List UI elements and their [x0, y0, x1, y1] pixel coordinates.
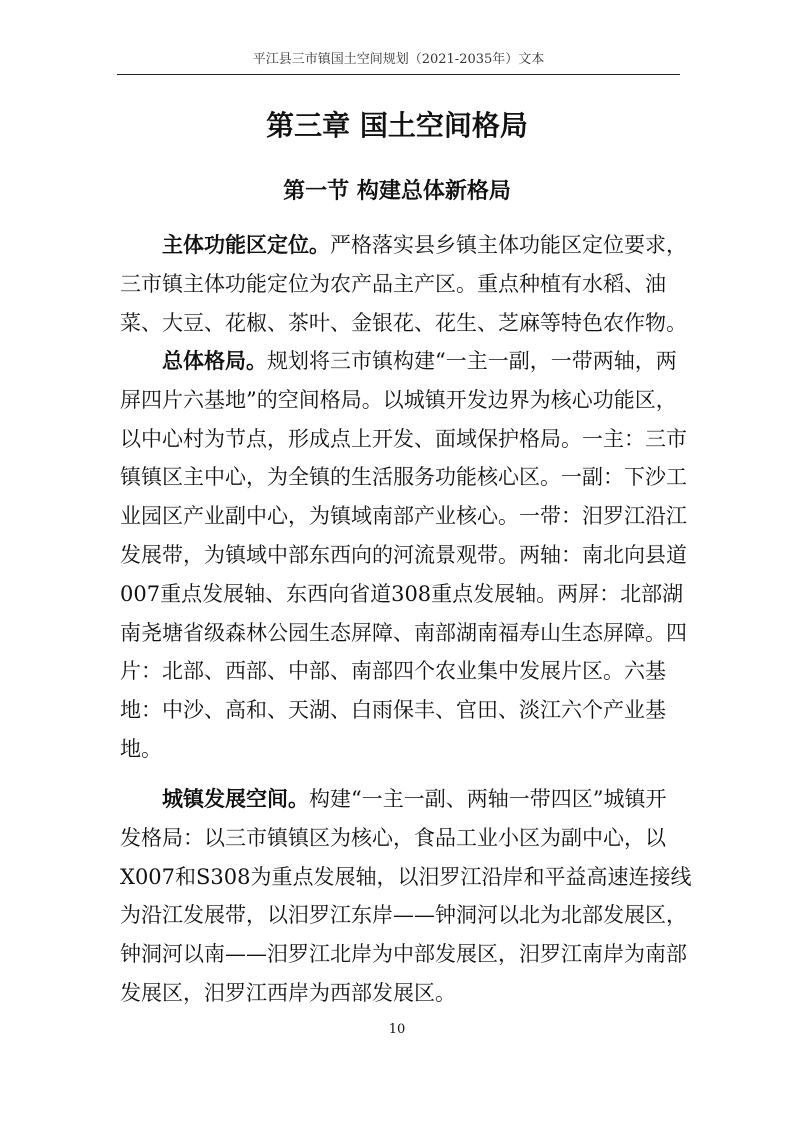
paragraph-line: 发格局：以三市镇镇区为核心，食品工业小区为副中心，以: [120, 825, 666, 850]
line-text: 规划将三市镇构建“一主一副，一带两轴，两: [267, 349, 677, 373]
paragraph-urban-development: [120, 780, 692, 1013]
paragraph-line: 片：北部、西部、中部、南部四个农业集中发展片区。六基: [120, 659, 666, 684]
paragraph-line: [120, 226, 687, 265]
paragraph-line: 三市镇主体功能定位为农产品主产区。重点种植有水稻、油: [120, 271, 666, 296]
paragraph-line: 为沿江发展带，以汨罗江东岸——钟洞河以北为北部发展区，: [120, 903, 687, 928]
paragraph-line: 发展带，为镇域中部东西向的河流景观带。两轴：南北向县道: [120, 542, 687, 567]
paragraph-line: [120, 780, 667, 819]
paragraph-line: 钟洞河以南——汨罗江北岸为中部发展区，汨罗江南岸为南部: [120, 942, 687, 967]
paragraph-lead: 主体功能区定位。: [162, 233, 330, 257]
paragraph-lead: 城镇发展空间。: [162, 787, 309, 811]
paragraph-line: 以中心村为节点，形成点上开发、面域保护格局。一主：三市: [120, 426, 687, 451]
section-title: 第一节 构建总体新格局: [283, 179, 511, 204]
paragraph-line: X007和S308为重点发展轴，以汨罗江沿岸和平益高速连接线: [120, 864, 692, 889]
page-number: 10: [388, 1022, 406, 1037]
paragraph-line: 地。: [120, 736, 162, 761]
paragraph-overall-pattern: [120, 342, 687, 769]
paragraph-line: 007重点发展轴、东西向省道308重点发展轴。两屏：北部湖: [120, 581, 684, 606]
paragraph-line: 发展区，汨罗江西岸为西部发展区。: [120, 980, 456, 1005]
line-text: 严格落实县乡镇主体功能区定位要求，: [330, 233, 687, 257]
paragraph-line: [120, 342, 677, 381]
paragraph-line: 菜、大豆、花椒、茶叶、金银花、花生、芝麻等特色农作物。: [120, 310, 687, 335]
paragraph-line: 南尧塘省级森林公园生态屏障、南部湖南福寿山生态屏障。四: [120, 620, 687, 645]
header-rule: [117, 74, 680, 75]
paragraph-lead: 总体格局。: [162, 349, 267, 373]
chapter-title: 第三章 国土空间格局: [266, 109, 528, 142]
line-text: 构建“一主一副、两轴一带四区”城镇开: [309, 787, 667, 811]
paragraph-line: 业园区产业副中心，为镇域南部产业核心。一带：汨罗江沿江: [120, 504, 687, 529]
paragraph-line: 屏四片六基地”的空间格局。以城镇开发边界为核心功能区，: [120, 387, 677, 412]
paragraph-line: 地：中沙、高和、天湖、白雨保丰、官田、淡江六个产业基: [120, 698, 666, 723]
paragraph-main-function-zone: [120, 226, 687, 342]
paragraph-line: 镇镇区主中心，为全镇的生活服务功能核心区。一副：下沙工: [120, 465, 687, 490]
running-header: 平江县三市镇国土空间规划（2021-2035年）文本: [252, 52, 545, 67]
